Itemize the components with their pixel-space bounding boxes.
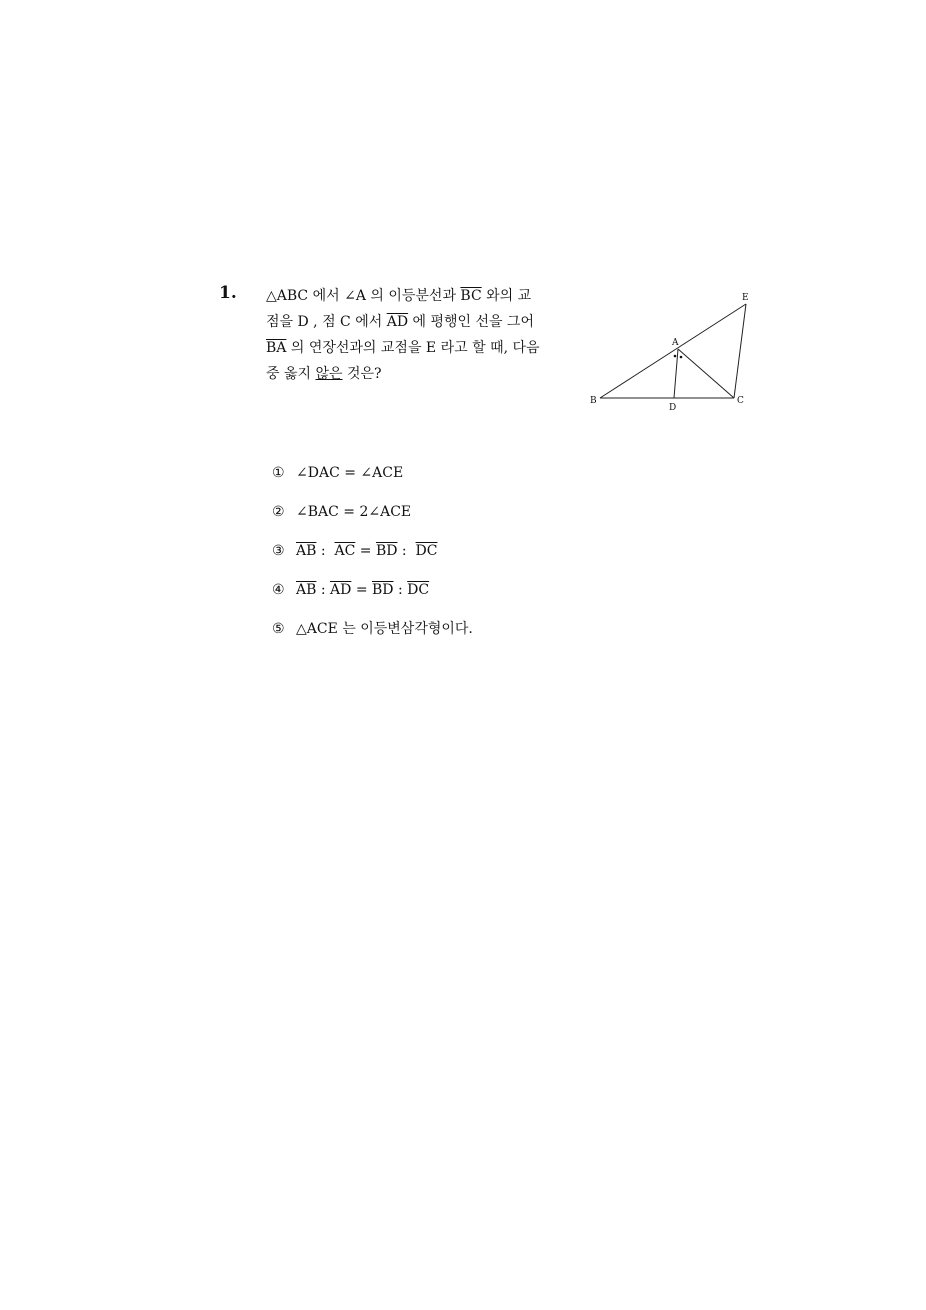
question-line-4	[266, 361, 586, 387]
choice-number: ③	[272, 543, 285, 559]
choice-number: ②	[272, 504, 285, 520]
choice-1[interactable]	[272, 460, 473, 499]
label-b: B	[590, 396, 597, 406]
angle-mark-dot	[674, 355, 677, 358]
choice-5[interactable]	[272, 616, 473, 655]
problem-number: 1.	[219, 283, 237, 303]
segment-dc: $\overline{DC}$	[407, 582, 430, 598]
choice-3[interactable]	[272, 538, 473, 577]
question-text-part: 것은?	[342, 366, 382, 382]
choice-text: ∠BAC = 2∠ACE	[296, 504, 412, 520]
segment-ab: $\overline{AB}$	[296, 582, 317, 598]
choice-text: △ACE 는 이등변삼각형이다.	[296, 621, 473, 637]
line-be	[600, 304, 746, 398]
question-text-part: △ABC 에서 ∠A 의 이등분선과	[266, 288, 461, 304]
choice-text: ∠DAC = ∠ACE	[296, 465, 404, 481]
question-line-2	[266, 309, 586, 335]
segment-ad: $\overline{AD}$	[330, 582, 352, 598]
ratio-sep: :	[316, 543, 335, 559]
label-c: C	[737, 396, 744, 406]
segment-ac: $\overline{AC}$	[334, 543, 356, 559]
choice-2[interactable]	[272, 499, 473, 538]
question-text-part: 중 옳지	[266, 366, 316, 382]
line-ec	[734, 304, 746, 398]
equals-sign: =	[351, 582, 373, 598]
label-d: D	[669, 403, 677, 413]
segment-dc: $\overline{DC}$	[415, 543, 438, 559]
angle-mark-dot	[680, 356, 683, 359]
choice-number: ④	[272, 582, 285, 598]
ratio-sep: :	[316, 582, 331, 598]
line-ac	[678, 349, 734, 398]
segment-ab: $\overline{AB}$	[296, 543, 317, 559]
question-line-3	[266, 335, 586, 361]
label-a: A	[672, 338, 679, 348]
question-text-part: 의 연장선과의 교점을 E 라고 할 때, 다음	[286, 340, 540, 356]
segment-bd: $\overline{BD}$	[372, 582, 394, 598]
ratio-sep: :	[393, 582, 408, 598]
question-text	[266, 283, 586, 387]
segment-ad: $\overline{AD}$	[386, 314, 409, 330]
equals-sign: =	[355, 543, 376, 559]
ratio-sep: :	[397, 543, 416, 559]
choice-4[interactable]	[272, 577, 473, 616]
label-e: E	[742, 293, 749, 303]
question-text-part: 에 평행인 선을 그어	[408, 314, 535, 330]
answer-choices	[272, 460, 473, 655]
segment-bd: $\overline{BD}$	[375, 543, 398, 559]
triangle-figure	[582, 286, 762, 418]
emphasis-not: 않은	[315, 366, 343, 382]
choice-number: ⑤	[272, 621, 285, 637]
segment-ba: $\overline{BA}$	[266, 340, 287, 356]
question-text-part: 점을 D , 점 C 에서	[266, 314, 387, 330]
segment-bc: $\overline{BC}$	[460, 288, 482, 304]
triangle-diagram	[582, 286, 762, 418]
choice-number: ①	[272, 465, 285, 481]
question-line-1	[266, 283, 586, 309]
question-text-part: 와의 교	[481, 288, 532, 304]
